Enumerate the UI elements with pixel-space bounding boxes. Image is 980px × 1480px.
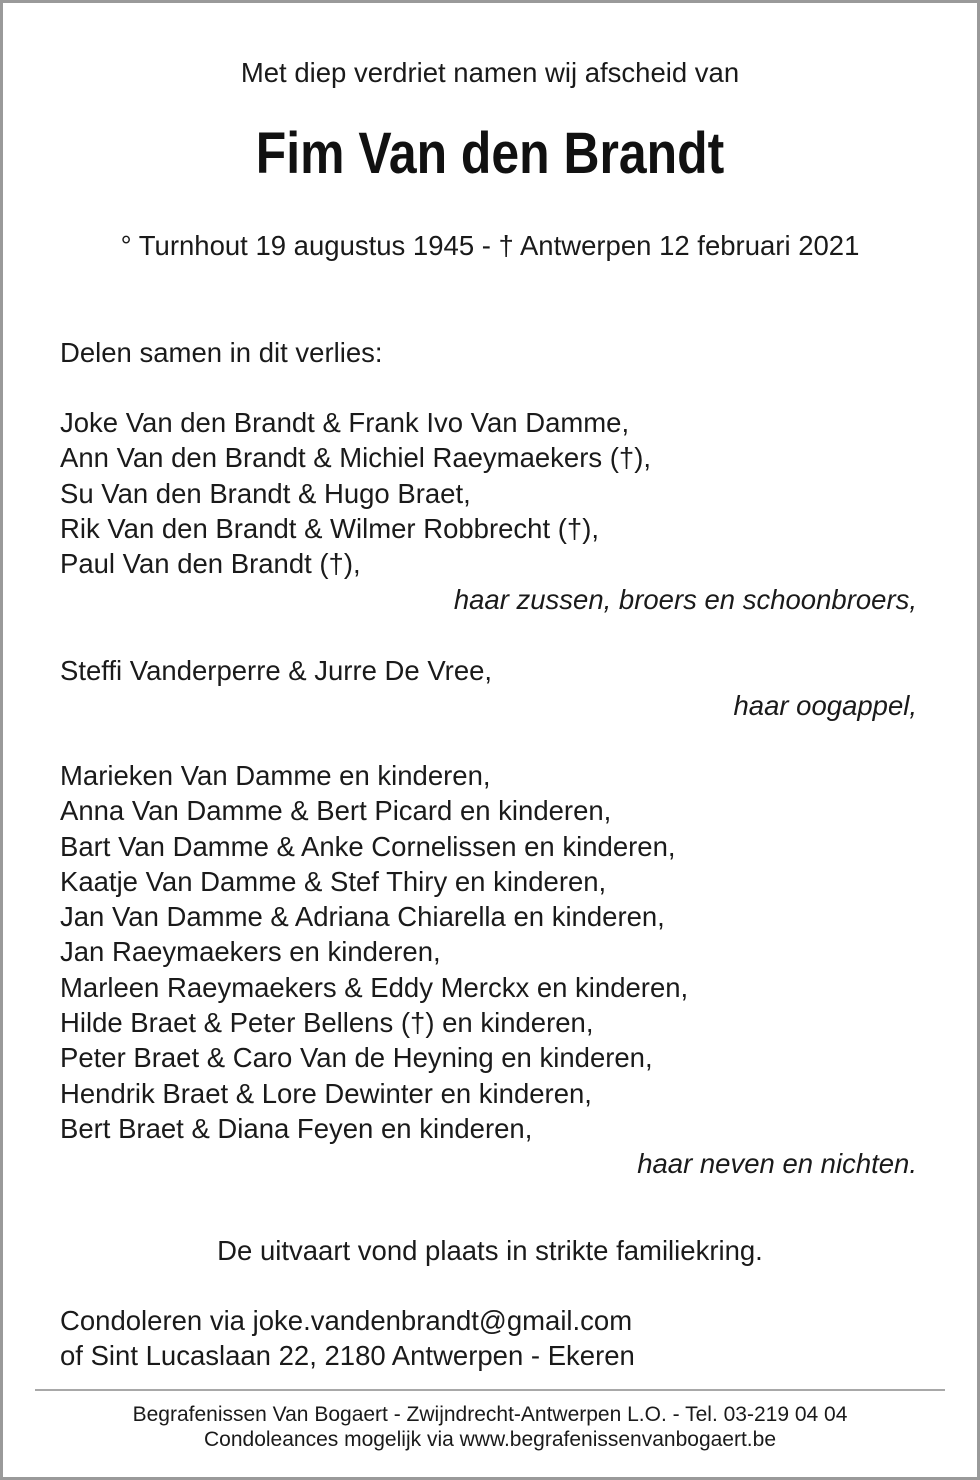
condolence-email: Condoleren via joke.vandenbrandt@gmail.com: [60, 1305, 633, 1336]
condolence-address: of Sint Lucaslaan 22, 2180 Antwerpen - Ekeren: [60, 1340, 635, 1372]
funeral-text: De uitvaart vond plaats in strikte familiekring.: [217, 1235, 763, 1266]
header-text: Met diep verdriet namen wij afscheid van: [240, 57, 740, 88]
intro-text: Delen samen in dit verlies:: [60, 337, 383, 368]
list-item: Jan Van Damme & Adriana Chiarella en kinderen,: [60, 901, 665, 933]
list-item: Peter Braet & Caro Van de Heyning en kinderen,: [60, 1042, 653, 1074]
list-item: Joke Van den Brandt & Frank Ivo Van Damme,: [60, 407, 630, 438]
divider: [35, 1389, 945, 1391]
list-item: Anna Van Damme & Bert Picard en kinderen,: [60, 795, 612, 827]
favorite-role: haar oogappel,: [733, 690, 917, 721]
list-item: Marleen Raeymaekers & Eddy Merckx en kinderen,: [60, 971, 689, 1003]
condolence-info: [60, 1303, 635, 1374]
footer: [0, 1403, 980, 1452]
list-item: Ann Van den Brandt & Michiel Raeymaekers (†),: [60, 442, 652, 474]
list-item: Rik Van den Brandt & Wilmer Robbrecht (†),: [60, 512, 600, 544]
siblings-role: haar zussen, broers en schoonbroers,: [453, 584, 917, 615]
nephews-list: [60, 758, 688, 1146]
list-item: Bert Braet & Diana Feyen en kinderen,: [60, 1112, 533, 1144]
life-dates: ° Turnhout 19 augustus 1945 - † Antwerpen 12 februari 2021: [120, 230, 860, 261]
nephews-role: haar neven en nichten.: [637, 1148, 917, 1179]
list-item: Paul Van den Brandt (†),: [60, 548, 361, 580]
favorite-names: Steffi Vanderperre & Jurre De Vree,: [60, 655, 493, 686]
list-item: Jan Raeymaekers en kinderen,: [60, 936, 441, 968]
list-item: Marieken Van Damme en kinderen,: [60, 760, 491, 791]
list-item: Kaatje Van Damme & Stef Thiry en kinderen,: [60, 865, 607, 897]
siblings-list: [60, 405, 651, 581]
deceased-name: Fim Van den Brandt: [255, 121, 725, 186]
list-item: Su Van den Brandt & Hugo Braet,: [60, 477, 471, 509]
footer-funeral-home: Begrafenissen Van Bogaert - Zwijndrecht-Antwerpen L.O. - Tel. 03-219 04 04: [132, 1403, 848, 1426]
list-item: Hendrik Braet & Lore Dewinter en kinderen,: [60, 1077, 592, 1109]
footer-website: Condoleances mogelijk via www.begrafenissenvanbogaert.be: [203, 1427, 776, 1451]
list-item: Hilde Braet & Peter Bellens (†) en kinderen,: [60, 1007, 594, 1039]
list-item: Bart Van Damme & Anke Cornelissen en kinderen,: [60, 830, 676, 862]
